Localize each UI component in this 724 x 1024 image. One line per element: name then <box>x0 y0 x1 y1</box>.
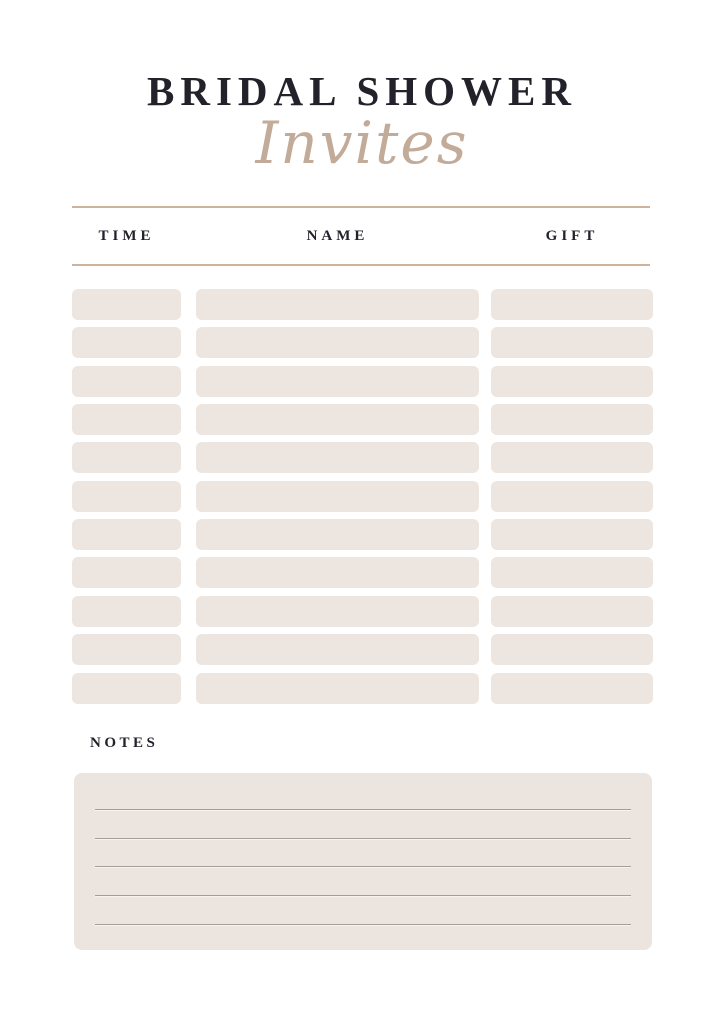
cell-gift-field[interactable] <box>491 404 653 435</box>
table-row <box>0 634 724 665</box>
cell-time-field[interactable] <box>72 673 181 704</box>
notes-rule-line <box>95 838 631 839</box>
table-row <box>0 673 724 704</box>
cell-name-field[interactable] <box>196 673 479 704</box>
cell-time-field[interactable] <box>72 289 181 320</box>
page-title: BRIDAL SHOWER <box>146 68 577 114</box>
page-subtitle-script: Invites <box>255 109 469 177</box>
cell-time-field[interactable] <box>72 519 181 550</box>
table-row <box>0 442 724 473</box>
cell-gift-field[interactable] <box>491 327 653 358</box>
cell-gift-field[interactable] <box>491 366 653 397</box>
cell-name-field[interactable] <box>196 327 479 358</box>
cell-name-field[interactable] <box>196 366 479 397</box>
cell-time-field[interactable] <box>72 366 181 397</box>
notes-rule-line <box>95 924 631 925</box>
cell-gift-field[interactable] <box>491 289 653 320</box>
table-row <box>0 557 724 588</box>
cell-name-field[interactable] <box>196 442 479 473</box>
cell-gift-field[interactable] <box>491 442 653 473</box>
cell-name-field[interactable] <box>196 481 479 512</box>
column-header-time: TIME <box>98 228 155 244</box>
cell-name-field[interactable] <box>196 596 479 627</box>
cell-gift-field[interactable] <box>491 519 653 550</box>
column-header-name: NAME <box>306 228 369 244</box>
cell-name-field[interactable] <box>196 519 479 550</box>
table-row <box>0 327 724 358</box>
cell-name-field[interactable] <box>196 557 479 588</box>
cell-gift-field[interactable] <box>491 673 653 704</box>
cell-gift-field[interactable] <box>491 481 653 512</box>
table-row <box>0 519 724 550</box>
table-row <box>0 596 724 627</box>
notes-box[interactable] <box>74 773 652 950</box>
header-rule-top <box>72 206 650 208</box>
table-row <box>0 366 724 397</box>
table-row <box>0 481 724 512</box>
cell-name-field[interactable] <box>196 404 479 435</box>
cell-gift-field[interactable] <box>491 596 653 627</box>
header-rule-bottom <box>72 264 650 266</box>
cell-name-field[interactable] <box>196 634 479 665</box>
notes-rule-line <box>95 809 631 810</box>
cell-time-field[interactable] <box>72 596 181 627</box>
table-row <box>0 289 724 320</box>
cell-time-field[interactable] <box>72 481 181 512</box>
notes-rule-line <box>95 895 631 896</box>
cell-gift-field[interactable] <box>491 557 653 588</box>
cell-time-field[interactable] <box>72 634 181 665</box>
cell-gift-field[interactable] <box>491 634 653 665</box>
notes-label: NOTES <box>90 735 159 751</box>
column-header-gift: GIFT <box>545 228 599 244</box>
table-row <box>0 404 724 435</box>
cell-name-field[interactable] <box>196 289 479 320</box>
notes-rule-line <box>95 866 631 867</box>
cell-time-field[interactable] <box>72 557 181 588</box>
cell-time-field[interactable] <box>72 327 181 358</box>
cell-time-field[interactable] <box>72 442 181 473</box>
cell-time-field[interactable] <box>72 404 181 435</box>
